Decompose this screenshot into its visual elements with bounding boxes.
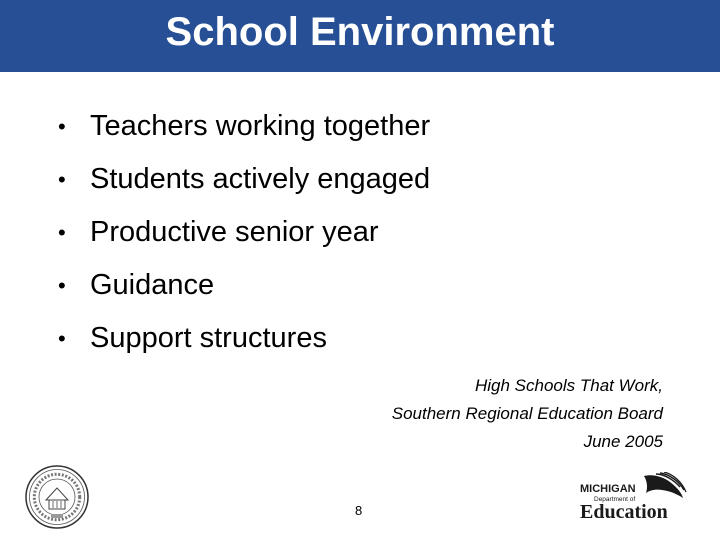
bullet-list — [58, 100, 430, 365]
bullet-icon: • — [58, 113, 66, 139]
logo-line-1: MICHIGAN — [580, 483, 636, 495]
slide-title: School Environment — [165, 9, 555, 54]
bullet-icon: • — [58, 272, 66, 298]
bullet-item — [58, 312, 430, 365]
michigan-department-of-education-logo — [578, 472, 688, 527]
page-number: 8 — [355, 503, 363, 518]
logo-line-2: Department of — [594, 496, 636, 503]
bullet-item — [58, 206, 430, 259]
bullet-icon: • — [58, 219, 66, 245]
bullet-text: Guidance — [90, 269, 215, 301]
title-bar — [0, 0, 720, 72]
citation-line: Southern Regional Education Board — [391, 404, 663, 423]
citation-line: June 2005 — [583, 432, 663, 451]
state-board-seal-icon — [24, 464, 90, 535]
bullet-item — [58, 259, 430, 312]
bullet-item — [58, 153, 430, 206]
bullet-text: Productive senior year — [90, 216, 379, 248]
bullet-icon: • — [58, 166, 66, 192]
bullet-text: Teachers working together — [90, 110, 431, 142]
bullet-text: Support structures — [90, 322, 327, 354]
bullet-item — [58, 100, 430, 153]
logo-line-3: Education — [580, 501, 668, 522]
citation — [392, 372, 663, 456]
bullet-text: Students actively engaged — [90, 163, 431, 195]
citation-line: High Schools That Work, — [474, 376, 663, 395]
bullet-icon: • — [58, 325, 66, 351]
